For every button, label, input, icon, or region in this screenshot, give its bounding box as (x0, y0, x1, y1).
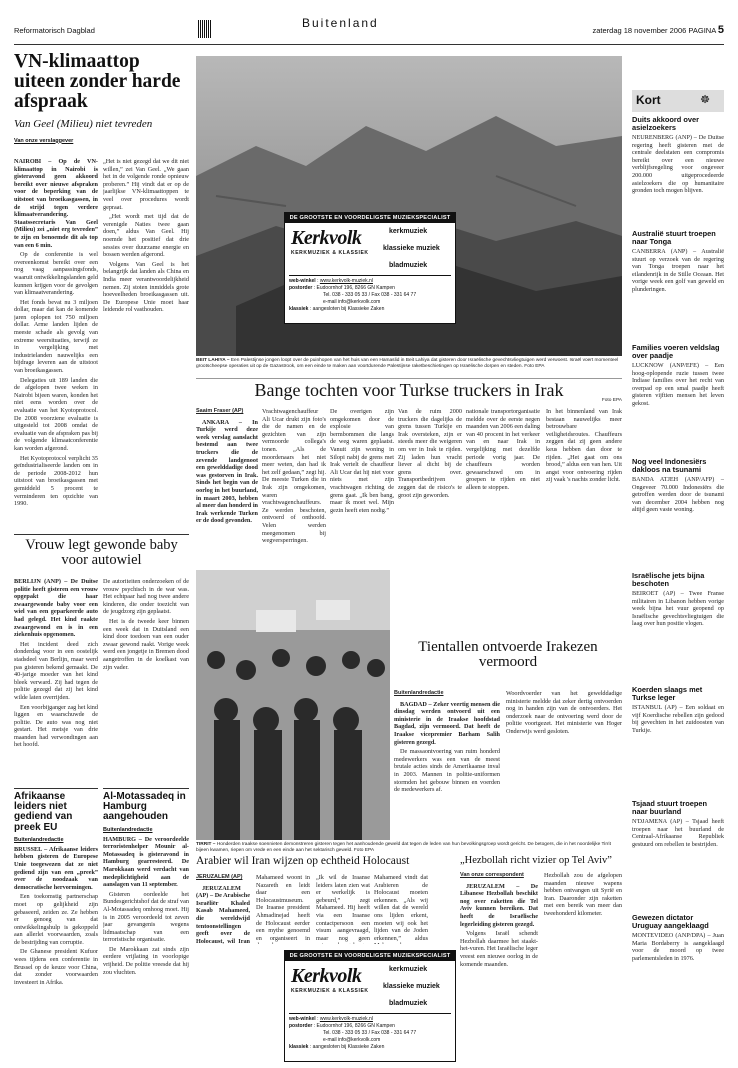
motassadeq-headline: Al-Motassadeq in Hamburg aangehouden (103, 791, 186, 823)
iran-article (196, 856, 428, 868)
africa-article: Afrikaanse leiders niet gediend van preek EU Buitenlandredactie BRUSSEL – Afrikaanse leiders hebben gisteren de Europese Unie toegewezen dat ze niet gediend zijn van een „preek” over de noodzaak van democratische hervormingen. Een toekomstig partnerschap moet op gelijkheid zijn gebaseerd, zeiden ze. Ze hebben er genoeg van dat ontwikkelingshulp is gekoppeld aan allerlei voorwaarden, zoals de bestrijding van corruptie. De Ghanese president Kufuor wees tijdens een conferentie in Brussel op de keuze voor China, dat zonder voorwaarden investeert in Afrika. (14, 788, 98, 1062)
climate-article (14, 52, 189, 147)
climate-col-2: „Het is niet gezegd dat we dit niet willen,” zei Van Geel. „We gaan het in de volgende ronde opnieuw proberen.” Hij vindt dat er op de jaarlijkse VN-klimaattoppen te veel over procedures wordt gepraat. „Het wordt met tijd dat de verenigde Naties twee gaan doen,” aldus Van Geel. Hij noemde het positief dat drie sessies over duurzame energie en bossen werden afgerond. Volgens Van Geel is het belangrijk dat landen als China en India meer verantwoordelijkheid nemen. Zij stoten inmiddels grote hoeveelheden broeikasgassen uit. De Europese Unie moet haar leidende rol vasthouden. (103, 158, 189, 314)
truckers-col-2: Vrachtwagenchauffeur Ali Ucar drukt zijn foto's die de namen en de gezichten van zijn vermoorde collega's tonen. „Als de moordenaars het niet meer weten, dan had ik het zelf gedaan,” zegt hij. De meeste Turken die in Irak zijn omgekomen, waren vrachtwagenchauffeurs. Ze werden beschoten, ontvoerd of onthoofd. Velen werden meegenomen bij wegversperringen. (262, 408, 326, 545)
kerkvolk-ad-bottom[interactable]: DE GROOTSTE EN VOORDELIGSTE MUZIEKSPECIALIST Kerkvolk KERKMUZIEK & KLASSIEK kerkmuziek klassieke muziek bladmuziek web-winkel : www.kerkvolk-muziek.nl postorder : Eudoornhof 196, 8266 GN Kampen Tel. 038 - 333 05 33 / Fax 038 - 331 64 77 e-mail info@kerkvolk.com klassiek : aangesloten bij Klassieke Zaken (284, 950, 456, 1062)
kort-item-headline: Gewezen dictator Uruguay aangeklaagd (632, 913, 709, 930)
climate-subhead: Van Geel (Milieu) niet tevreden (14, 117, 153, 130)
kidnap-headline: Tientallen ontvoerde Irakezen vermoord (418, 639, 598, 671)
kort-item-text: BEIROET (AP) – Twee Franse militairen in Libanon hebben vorige week bijna het vuur geopend op Israëlische gevechtsvliegtuigen die laag over hun positie vlogen. (632, 590, 724, 628)
kort-item-headline: Duits akkoord over asielzoekers (632, 115, 699, 132)
climate-headline: VN-klimaattop uiteen zonder harde afspraak (14, 51, 181, 112)
kort-item-text: NEURENBERG (ANP) – De Duitse regering heeft gisteren met de centrale deelstaten een compromis bereikt over een nieuwe verblijfsregeling voor ongeveer 200.000 uitgeprocedeerde asielzoekers die op humanitaire gronden toch mogen blijven. (632, 134, 724, 195)
kort-header: Kort ☸ (632, 90, 724, 112)
truckers-col-1: Saaim Fraser (AP) ANKARA – In Turkije werd deze week verslag aanslacht bestemd aan twee truckers die de zevende landgenoot een gewelddadige dood was gestorven in Irak. Sinds het begin van de oorlog in het buurland, in maart 2003, hebben al meer dan honderd in Irak werkende Turken er de dood gevonden. (196, 408, 258, 525)
ad-logo-bottom: Kerkvolk KERKMUZIEK & KLASSIEK (291, 965, 369, 994)
kort-item-text: MONTEVIDEO (ANP/DPA) – Juan Maria Bordaberry is aangeklaagd voor de moord op twee parlementsleden in 1976. (632, 932, 724, 962)
truckers-col-4: Van de ruim 2000 truckers die dagelijks de grens tussen Turkije en Irak oversteken, zijn er steeds meer die weigeren om ver in Irak te rijden. Zij laden hun vracht liever al dicht bij de grens over. Transportbedrijven zeggen dat de risico's te groot zijn geworden. (398, 408, 462, 499)
iran-headline: Arabier wil Iran wijzen op echtheid Holocaust (196, 855, 410, 867)
photo-main-caption: BEIT LAHIYA – Een Palestijnse jongen loopt over de puinhopen van het huis van een Hamaslid in Beit Lahiya dat gisteren door Israëlische gevechtsvliegtuigen werd verwoest. Israël voert momenteel grootscheepse operaties uit op de Gazastrook, om een einde te maken aan voortdurende Palestijnse raketbeschietingen op Israëlische dorpen en steden. Foto EPA (196, 358, 619, 369)
hezbollah-headline: „Hezbollah richt vizier op Tel Aviv” (460, 855, 612, 866)
kidnap-col-2: Woordvoerder van het gewelddadige ministerie meldde dat zeker dertig ontvoerden nog in handen zijn van de ontvoerders. Het onderzoek naar de ontvoering werd door de politie voortgezet. Het ministerie van Hoger Onderwijs werd gesloten. (506, 690, 622, 735)
motassadeq-article: Al-Motassadeq in Hamburg aangehouden Buitenlandredactie HAMBURG – De veroordeelde terroristenhelper Mounir al-Motassadeq is gisteravond in Hamburg gearresteerd. De Marokkaan werd verdacht van medeplichtigheid aan de aanslagen van 11 september. Gisteren oordeelde het Bundesgerichtshof dat de straf van Al-Motassadeq omhoog moet. Hij is in 2005 veroordeeld tot zeven jaar gevangenis wegens lidmaatschap van een terroristische organisatie. De Marokkaan zat sinds zijn eerdere vrijlating in voorlopige vrijheid. De politie vreesde dat hij zou vluchten. (103, 788, 189, 1052)
kort-item-text: ISTANBUL (AP) – Een soldaat en vijf Koerdische rebellen zijn gedood bij gevechten in het zuidoosten van Turkije. (632, 704, 724, 734)
truckers-col-5: nationale transportorganisatie meldde over de eerste negen maanden van 2006 een daling van 40 procent in het verkeer van en naar Irak in vergelijking met dezelfde periode vorig jaar. De chauffeurs worden gewaarschuwd om in groepen te rijden en niet alleen te stoppen. (466, 408, 540, 491)
iran-col-3: „Ik wil de Iraanse leiders laten zien wat er werkelijk is gebeurd,” zegt Mahameed. Hij heeft via een Iraanse contactpersoon een visum aangevraagd, maar nog geen (316, 874, 370, 942)
baby-headline: Vrouw legt gewonde baby voor autowiel (25, 537, 178, 568)
kort-item-headline: Families voeren veldslag over paadje (632, 343, 720, 360)
ad-cat-3: bladmuziek (389, 262, 428, 269)
baby-col-2: De autoriteiten onderzoeken of de vrouw psychisch in de war was. Het echtpaar had nog twee andere kinderen, die onder toezicht van de jeugdzorg zijn geplaatst. Het is de tweede keer binnen een week dat in Duitsland een kind door toedoen van een ouder zwaar gewond raakt. Vorige week werd een jongetje in Bremen dood aangetroffen in de koelkast van zijn vader. (103, 578, 189, 671)
iran-col-4: Mahameed vindt dat Arabieren de Holocaust moeten erkennen. „Als wij willen dat de wereld ons lijden erkent, moeten wij ook het lijden van de Joden erkennen,” aldus (374, 874, 428, 942)
paper-name: Reformatorisch Dagblad (14, 26, 95, 35)
ad-logo: Kerkvolk KERKMUZIEK & KLASSIEK (291, 227, 369, 256)
kerkvolk-ad-top[interactable] (284, 212, 456, 324)
masthead (14, 14, 724, 45)
ad-contact: web-winkel : www.kerkvolk-muziek.nl postorder : Eudoornhof 196, 8266 GN Kampen Tel. 038 - 333 05 33 / Fax 038 - 331 64 77 e-mail info@kerkvolk.com klassiek : aangesloten bij Klassieke Zaken (289, 275, 451, 313)
kort-item-headline: Koerden slaags met Turkse leger (632, 685, 703, 702)
hezbollah-article (460, 856, 622, 867)
kort-column (632, 90, 724, 1024)
kort-item-text: LUCKNOW (ANP/EFE) – Een hoog-oplopende ruzie tussen twee Indiase families over het recht van overpad op een smal paadje heeft gisteren vijftien mensen het leven gekost. (632, 362, 724, 407)
kort-item-text: BANDA ATJEH (ANP/AFP) – Ongeveer 70.000 Indonesiërs die getroffen werden door de tsunami van december 2004 hebben nog altijd geen vaste woning. (632, 476, 724, 514)
kidnap-col-1: Buitenlandredactie BAGDAD – Zeker veertig mensen die dinsdag werden ontvoerd uit een ministerie in de Iraakse hoofdstad Bagdad, zijn vermoord. Dat heeft de Iraakse vicepremier Barham Salih gisteren gezegd. De massaontvoering van ruim honderd medewerkers was een van de meest brutale acties sinds de Amerikaanse inval in 2003. Mannen in politie-uniformen stormden het gebouw binnen en voerden de medewerkers af. (394, 690, 500, 794)
kort-items (632, 116, 724, 1024)
iran-col-1: JERUZALEM (AP) JERUZALEM (AP) – De Arabische Israëliër Khaled Kasab Mahameed, die wereldwijd tentoonstellingen geeft over de Holocaust, wil Iran (196, 874, 250, 944)
climate-col-1: NAIROBI – Op de VN-klimaattop in Nairobi is gisteravond geen akkoord bereikt over nieuwe afspraken voor de beperking van de uitstoot van broeikasgassen, in de strijd tegen verdere klimaatverandering. Staatssecretaris Van Geel (Milieu) zei „niet erg tevreden” te zijn en benoemde dit als top van een 6 min. Op de conferentie is wel overeenkomst bereikt over een nog vaag aanpassingsfonds, waaruit ontwikkelingslanden geld kunnen krijgen voor de gevolgen van klimaatverandering. Het fonds bevat nu 3 miljoen dollar, maar dat kan de komende jaren oplopen tot 750 miljoen dollar. Arme landen lijden de meeste schade als gevolg van extreme weersituaties, terwijl ze in vergelijking met industrielanden nauwelijks een bijdrage leveren aan de uitstoot van broeikasgassen. Delegaties uit 189 landen die de afgelopen twee weken in Nairobi bijeen waren, konden het niet eens worden over de evaluatie van het Kyotoprotocol. De 2008 voorziene evaluatie is uitgesteld tot 2008 omdat de evaluatie van de afspraken pas bij de volgende klimaatconferentie kan worden afgerond. Het Kyotoprotocol verplicht 35 geïndustrialiseerde landen om in de periode 2008-2012 hun uitstoot van broeikasgassen met gemiddeld 5 procent te verminderen ten opzichte van 1990. (14, 158, 98, 508)
kort-item-headline: Tsjaad stuurt troepen naar buurland (632, 799, 708, 816)
ad-banner: DE GROOTSTE EN VOORDELIGSTE MUZIEKSPECIALIST (285, 213, 455, 223)
crowd-photo-image (196, 570, 390, 840)
kort-item-text: CANBERRA (ANP) – Australië stuurt op verzoek van de regering van Tonga troepen naar het eilandenrijk in de Stille Oceaan. Het vorige week een golf van geweld en plunderingen. (632, 248, 724, 293)
africa-headline: Afrikaanse leiders niet gediend van preek EU (14, 791, 73, 833)
issue-date: zaterdag 18 november 2006 PAGINA 5 (592, 24, 724, 36)
kidnap-article (394, 640, 622, 671)
ad-cat-1: kerkmuziek (389, 228, 428, 235)
globe-icon: ☸ (700, 94, 710, 106)
kort-item-headline: Australië stuurt troepen naar Tonga (632, 229, 716, 246)
kort-item-headline: Nog veel Indonesiërs dakloos na tsunami (632, 457, 707, 474)
ad-contact-bottom: web-winkel : www.kerkvolk-muziek.nl postorder : Eudoornhof 196, 8266 GN Kampen Tel. 038 - 333 05 33 / Fax 038 - 331 64 77 e-mail info@kerkvolk.com klassiek : aangesloten bij Klassieke Zaken (289, 1013, 451, 1051)
truckers-col-6: In het binnenland van Irak bestaan nauwelijks meer betrouwbare veiligheidsroutes. Chauffeurs zeggen dat zij geen andere keus hebben dan door te rijden. „Het gaat om ons brood,” aldus een van hen. Uit angst voor ontvoering rijden zij vaak 's nachts zonder licht. (546, 408, 622, 484)
hezbollah-col-2: Hezbollah zou de afgelopen maanden nieuwe wapens hebben ontvangen uit Syrië en Iran. Daaronder zijn raketten met een bereik van meer dan tweehonderd kilometer. (544, 872, 622, 917)
iran-col-2: Mahameed woont in Nazareth en leidt daar een Holocaustmuseum. De Iraanse president Ahmadinejad heeft de Holocaust eerder een mythe genoemd en organiseert in (256, 874, 310, 942)
barcode-icon (198, 20, 212, 38)
kort-item-headline: Israëlische jets bijna beschoten (632, 571, 705, 588)
section-title: Buitenland (302, 16, 379, 30)
truckers-col-3: De overigen zijn omgekomen door de explosie van bermbommen die langs de weg waren geplaatst. Vanuit zijn woning in Silopi nabij de grens met Irak vertelt de chauffeur Ali Ucar dat hij niet voor niets met zijn vrachtwagen richting de grens gaat. „Ik ben bang, maar ik moet wel. Mijn gezin heeft eten nodig.” (330, 408, 394, 514)
hezbollah-col-1: Van onze correspondent JERUZALEM – De Libanese Hezbollah beschikt nog over raketten die Tel Aviv kunnen bereiken. Dat heeft de Israëlische legerleiding gisteren gezegd. Volgens Israël schendt Hezbollah daarmee het staakt-het-vuren. Het Israëlische leger vreest een nieuwe oorlog in de komende maanden. (460, 872, 538, 968)
climate-byline: Van onze verslaggever (14, 137, 74, 144)
truckers-article (196, 378, 622, 399)
kort-item-text: N'DJAMENA (AP) – Tsjaad heeft troepen naar het buurland de Centraal-Afrikaanse Republiek gestuurd om rebellen te bestrijden. (632, 818, 724, 848)
baby-col-1: BERLIJN (ANP) – De Duitse politie heeft gisteren een vrouw opgepakt die haar zwaargewonde baby voor een wiel van een geparkeerde auto had gelegd. Het kind raakte zwaargewond en is in een ziekenhuis opgenomen. Het incident deed zich donderdag voor in een oostelijk stadsdeel van Berlijn, maar werd pas gisteren bekend gemaakt. De 40-jarige moeder van het kind bleek verward. Zij had tegen de politie gezegd dat zij het kind wilde laten overrijden. Een voorbijganger zag het kind liggen en waarschuwde de politie. De auto was nog niet gestart. Het meisje van drie maanden had verwondingen aan het hoofd. (14, 578, 98, 749)
photo-tirrit-crowd (196, 570, 390, 840)
ad-cat-2: klassieke muziek (383, 245, 440, 252)
photo-bottom-caption: TIRRIT – Honderden Iraakse soennieten demonstreren gisteren tegen het aanhoudende geweld dat tegen de leden van hun bevolkingsgroep wordt gericht. De betogers, die in het noordelijke Tirrit bijeen kwamen, riepen om vrede en een einde aan het sektarisch geweld. Foto EPA (196, 842, 611, 853)
baby-article (14, 534, 189, 568)
truckers-headline: Bange tochten voor Turkse truckers in Irak (254, 380, 564, 400)
